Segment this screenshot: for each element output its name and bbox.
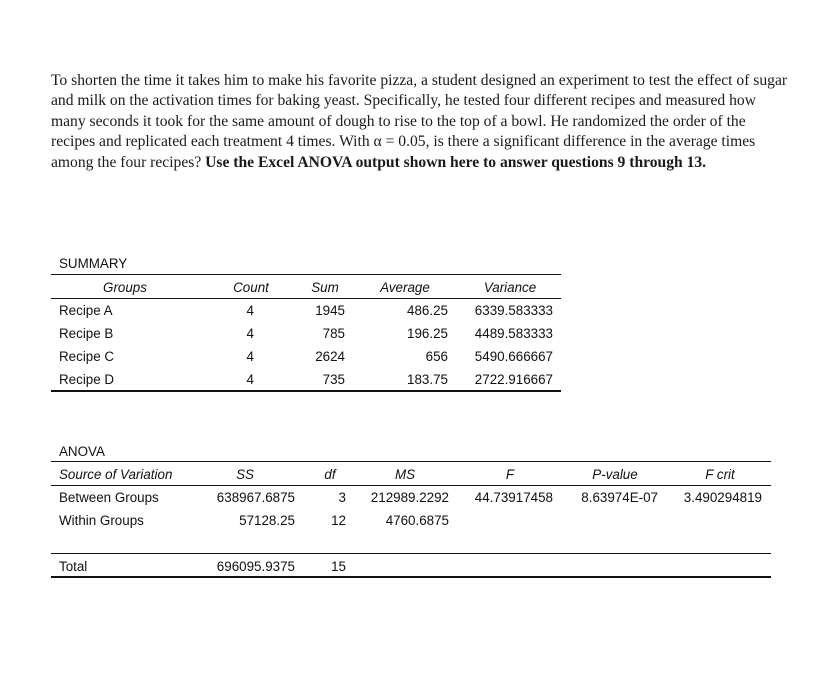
anova-top-rule xyxy=(51,461,771,462)
question-text xyxy=(51,71,791,173)
summary-top-rule xyxy=(51,274,561,275)
anova-header-ss: SS xyxy=(236,467,254,482)
table-cell: 2624 xyxy=(315,349,345,364)
anova-header-rule xyxy=(51,485,771,486)
anova-header-ms: MS xyxy=(394,467,416,482)
anova-header-f: F xyxy=(505,467,515,482)
table-cell: 2722.916667 xyxy=(474,372,553,387)
table-cell: 4489.583333 xyxy=(474,326,553,341)
anova-total-rule xyxy=(51,553,771,554)
table-cell: 15 xyxy=(331,559,346,574)
table-cell: 1945 xyxy=(315,303,345,318)
table-cell: 638967.6875 xyxy=(216,490,295,505)
table-cell: 6339.583333 xyxy=(474,303,553,318)
table-row-label: Between Groups xyxy=(59,490,159,505)
table-cell: 486.25 xyxy=(407,303,448,318)
table-cell: 57128.25 xyxy=(239,513,295,528)
table-cell: 4 xyxy=(246,349,254,364)
anova-header-source: Source of Variation xyxy=(59,467,173,482)
table-cell: 4760.6875 xyxy=(385,513,449,528)
table-cell: 3.490294819 xyxy=(683,490,762,505)
table-cell: 8.63974E-07 xyxy=(581,490,658,505)
table-cell: 212989.2292 xyxy=(370,490,449,505)
summary-header-average: Average xyxy=(380,280,430,295)
summary-bottom-rule xyxy=(51,390,561,392)
table-row-label: Total xyxy=(59,559,88,574)
table-row-label: Recipe A xyxy=(59,303,113,318)
table-cell: 696095.9375 xyxy=(216,559,295,574)
anova-bottom-rule xyxy=(51,576,771,578)
summary-header-groups: Groups xyxy=(103,280,147,295)
anova-header-df: df xyxy=(324,467,336,482)
summary-header-sum: Sum xyxy=(311,280,339,295)
summary-header-rule xyxy=(51,298,561,299)
summary-header-count: Count xyxy=(233,280,269,295)
anova-header-pvalue: P-value xyxy=(592,467,638,482)
table-cell: 44.73917458 xyxy=(474,490,553,505)
question-instruction: Use the Excel ANOVA output shown here to answer questions 9 through 13. xyxy=(205,153,707,171)
table-row-label: Recipe C xyxy=(59,349,115,364)
summary-title: SUMMARY xyxy=(59,256,128,271)
anova-title: ANOVA xyxy=(59,444,105,459)
table-cell: 4 xyxy=(246,372,254,387)
table-row-label: Recipe D xyxy=(59,372,115,387)
table-row-label: Within Groups xyxy=(59,513,144,528)
table-cell: 4 xyxy=(246,303,254,318)
table-cell: 3 xyxy=(338,490,346,505)
table-row-label: Recipe B xyxy=(59,326,114,341)
table-cell: 4 xyxy=(246,326,254,341)
table-cell: 785 xyxy=(322,326,345,341)
table-cell: 196.25 xyxy=(407,326,448,341)
table-cell: 5490.666667 xyxy=(474,349,553,364)
summary-header-variance: Variance xyxy=(483,280,537,295)
table-cell: 183.75 xyxy=(407,372,448,387)
table-cell: 12 xyxy=(331,513,346,528)
question-body: To shorten the time it takes him to make his favorite pizza, a student designed an experiment to test the effect of sugar and milk on the activation times for baking yeast. Specifically, he tested four different recipes and measured how many seconds it took for the same amount of dough to rise to the top of a bowl. He randomized the order of the recipes and replicated each treatment 4 times. With α = 0.05, is there a significant difference in the average times among the four recipes? xyxy=(51,72,788,171)
table-cell: 656 xyxy=(425,349,448,364)
anova-header-fcrit: F crit xyxy=(705,467,735,482)
table-cell: 735 xyxy=(322,372,345,387)
